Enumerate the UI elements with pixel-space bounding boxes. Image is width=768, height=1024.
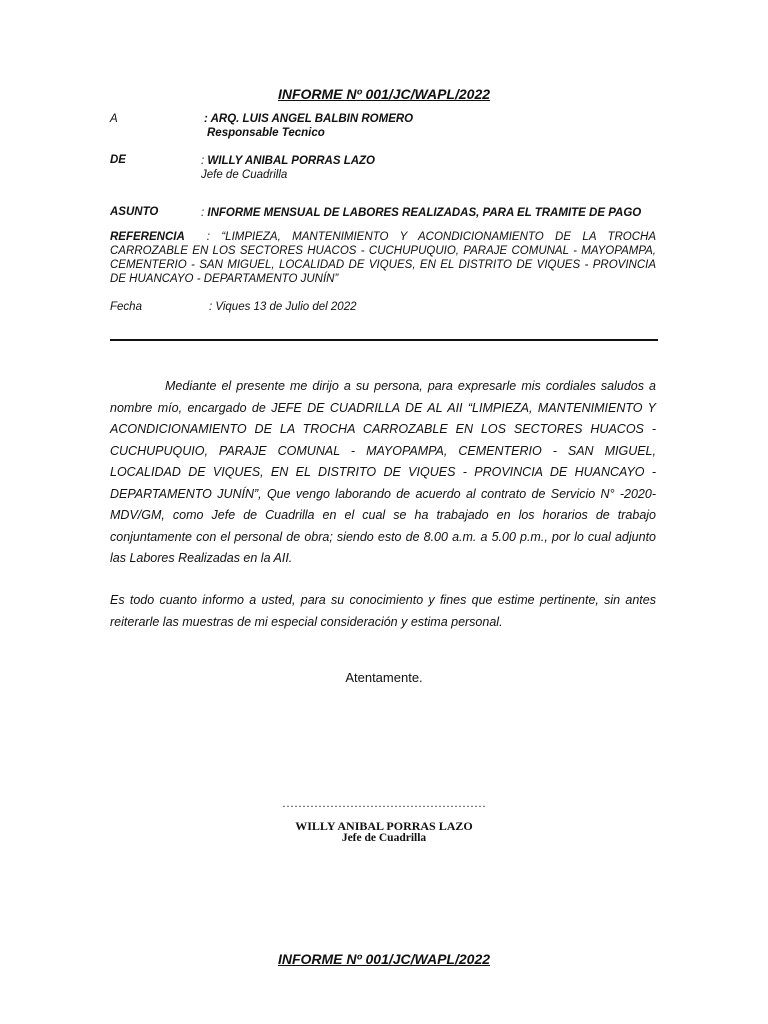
reference-value: : “LIMPIEZA, MANTENIMIENTO Y ACONDICIONAMIENTO DE LA TROCHA CARROZABLE EN LOS SECTORES HUACOS - CUCHUPUQUIO, PARAJE COMUNAL - MAYOPAMPA, CEMENTERIO - SAN MIGUEL, LOCALIDAD DE VIQUES, EN EL DISTRITO DE VIQUES - PROVINCIA DE HUANCAYO - DEPARTAMENTO JUNÍN” (110, 231, 656, 285)
body-paragraph-2: Es todo cuanto informo a usted, para su conocimiento y fines que estime pertinente, sin antes reiterarle las muestras de mi especial consideración y estima personal. (110, 593, 656, 629)
body-paragraph-1-text: Mediante el presente me dirijo a su persona, para expresarle mis cordiales saludos a nombre mío, encargado de JEFE DE CUADRILLA DE AL AII “LIMPIEZA, MANTENIMIENTO Y ACONDICIONAMIENTO DE LA TROCHA CARROZABLE EN LOS SECTORES HUACOS - CUCHUPUQUIO, PARAJE COMUNAL - MAYOPAMPA, CEMENTERIO - SAN MIGUEL, LOCALIDAD DE VIQUES, EN EL DISTRITO DE VIQUES - PROVINCIA DE HUANCAYO - DEPARTAMENTO JUNÍN”, Que vengo laborando de acuerdo al contrato de Servicio N° -2020-MDV/GM, como Jefe de Cuadrilla en el cual se ha trabajado en los horarios de trabajo conjuntamente con el personal de obra; siendo esto de 8.00 a.m. a 5.00 p.m., por lo cual adjunto las Labores Realizadas en la AII. (110, 379, 656, 565)
footer-title: INFORME Nº 001/JC/WAPL/2022 (277, 951, 491, 967)
from-role: Jefe de Cuadrilla (201, 169, 288, 181)
from-name: WILLY ANIBAL PORRAS LAZO (207, 155, 375, 167)
header-divider (110, 339, 658, 341)
signature-line: …………………………………………… (282, 796, 486, 810)
date-label: Fecha (110, 301, 142, 313)
from-name-line: : WILLY ANIBAL PORRAS LAZO (201, 155, 375, 167)
to-role: Responsable Tecnico (207, 127, 325, 139)
reference-block (110, 230, 656, 286)
to-name: : ARQ. LUIS ANGEL BALBIN ROMERO (204, 113, 414, 125)
date-value: : Viques 13 de Julio del 2022 (209, 301, 357, 313)
reference-label: REFERENCIA (110, 231, 185, 243)
body-paragraph-1 (110, 376, 656, 570)
signature-role: Jefe de Cuadrilla (341, 832, 427, 844)
from-label: DE (110, 154, 126, 166)
document-title: INFORME Nº 001/JC/WAPL/2022 (277, 86, 491, 102)
signature-name: WILLY ANIBAL PORRAS LAZO (295, 819, 473, 833)
closing-salutation: Atentamente. (345, 670, 423, 685)
to-label: A (110, 113, 118, 125)
subject-line: : INFORME MENSUAL DE LABORES REALIZADAS, PARA EL TRAMITE DE PAGO (201, 207, 642, 219)
subject-label: ASUNTO (110, 206, 159, 218)
subject-value: INFORME MENSUAL DE LABORES REALIZADAS, PARA EL TRAMITE DE PAGO (207, 207, 642, 219)
